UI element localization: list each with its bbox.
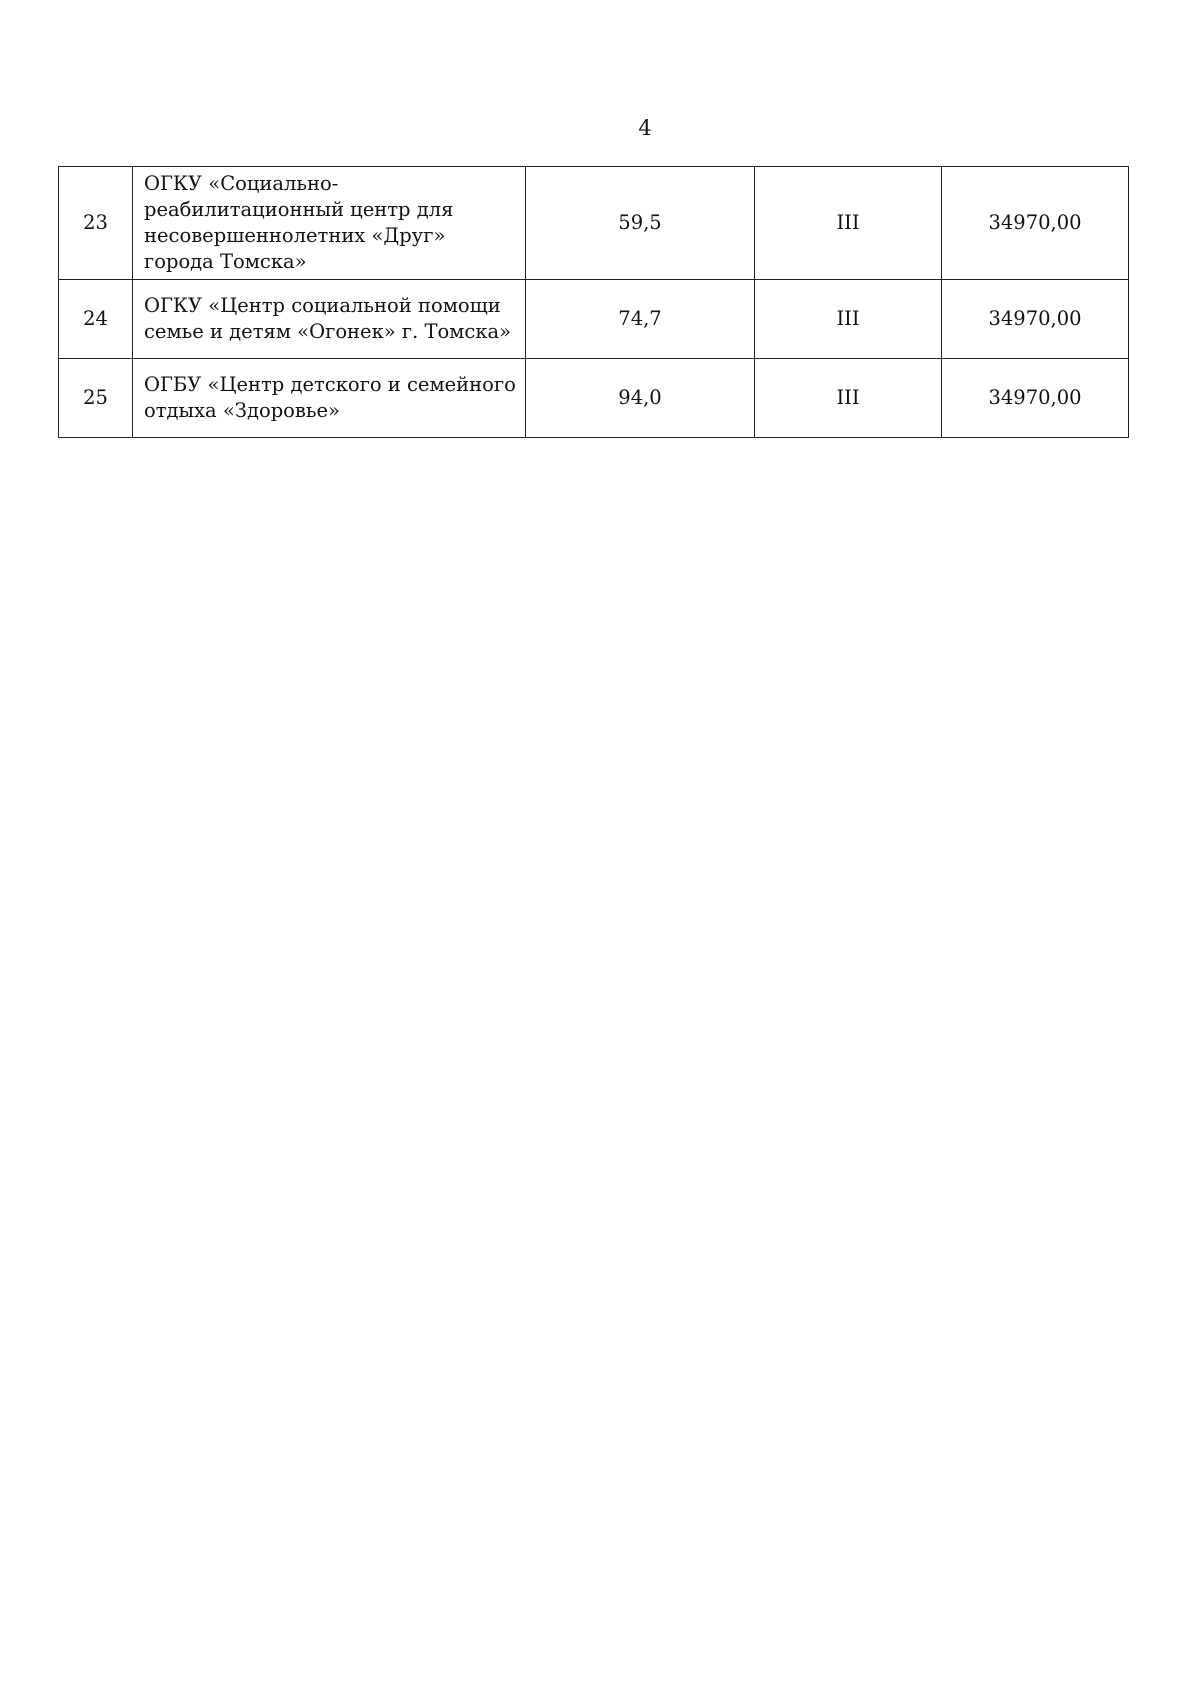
row-number: 23 <box>59 167 133 280</box>
institution-name: ОГБУ «Центр детского и семейного отдыха «Здоровье» <box>133 359 526 438</box>
institution-name: ОГКУ «Центр социальной помощи семье и детям «Огонек» г. Томска» <box>133 280 526 359</box>
price-value: 34970,00 <box>942 280 1129 359</box>
table-row <box>59 359 1129 438</box>
institutions-table <box>58 166 1129 438</box>
page-number: 4 <box>638 116 652 140</box>
row-number: 24 <box>59 280 133 359</box>
category-value: III <box>755 280 942 359</box>
area-value: 94,0 <box>526 359 755 438</box>
area-value: 59,5 <box>526 167 755 280</box>
price-value: 34970,00 <box>942 167 1129 280</box>
row-number: 25 <box>59 359 133 438</box>
price-value: 34970,00 <box>942 359 1129 438</box>
category-value: III <box>755 167 942 280</box>
area-value: 74,7 <box>526 280 755 359</box>
institution-name: ОГКУ «Социально-реабилитационный центр для несовершеннолетних «Друг» города Томска» <box>133 167 526 280</box>
category-value: III <box>755 359 942 438</box>
table-row <box>59 167 1129 280</box>
table-row <box>59 280 1129 359</box>
